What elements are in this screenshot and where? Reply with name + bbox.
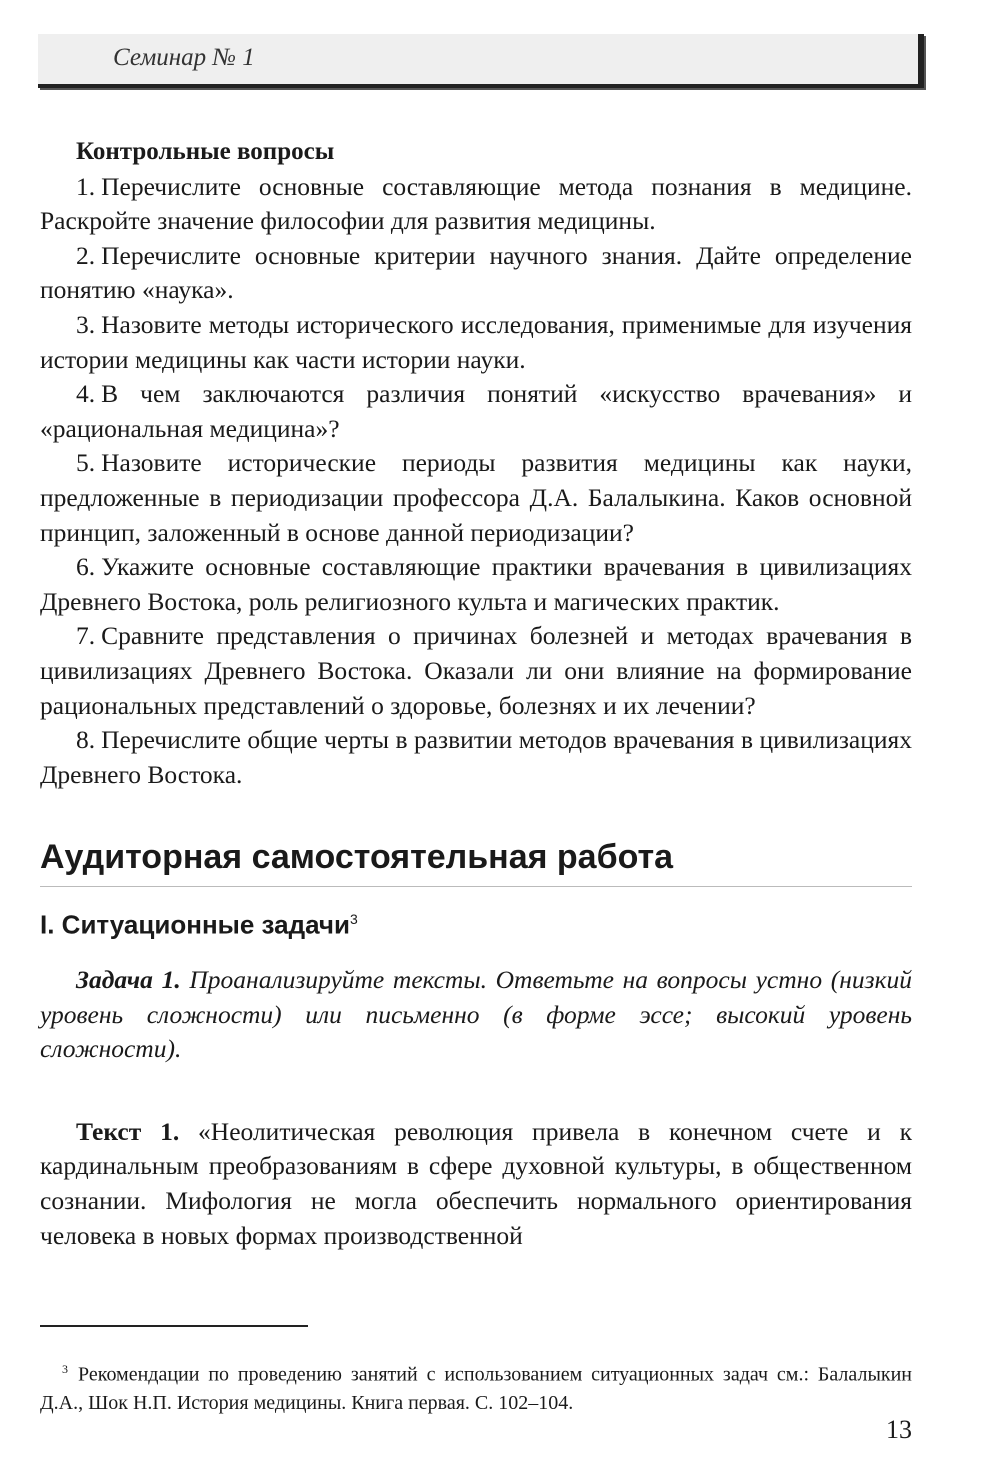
- control-questions-heading: Контрольные вопросы: [76, 138, 335, 165]
- question-text: Назовите исторические периоды развития медицины как науки, предложенные в периодизации профессора Д.А. Балалыкина. Каков основной принцип, заложенный в основе данной периодизации?: [40, 448, 912, 547]
- question-item: [40, 723, 912, 792]
- question-number: 5.: [76, 448, 96, 478]
- text-1-label: Текст 1.: [76, 1116, 180, 1146]
- question-item: [40, 377, 912, 446]
- question-number: 1.: [76, 171, 96, 201]
- section-title: Аудиторная самостоятельная работа: [40, 836, 912, 887]
- question-text: Перечислите основные составляющие метода познания в медицине. Раскройте значение философии для развития медицины.: [40, 171, 912, 236]
- question-text: В чем заключаются различия понятий «искусство врачевания» и «рациональная медицина»?: [40, 379, 912, 443]
- question-number: 7.: [76, 621, 96, 651]
- task-1: [40, 963, 912, 1067]
- question-item: [40, 308, 912, 377]
- question-item: [40, 619, 912, 723]
- question-number: 2.: [76, 240, 96, 270]
- subsection-title: [40, 901, 912, 943]
- page-content: [40, 135, 912, 1253]
- running-header: [38, 34, 924, 88]
- question-text: Перечислите общие черты в развитии методов врачевания в цивилизациях Древнего Востока.: [40, 725, 912, 789]
- question-item: [40, 446, 912, 550]
- task-1-text: Проанализируйте тексты. Ответьте на вопросы устно (низкий уровень сложности) или письменно (в форме эссе; высокий уровень сложности).: [40, 964, 912, 1064]
- question-text: Укажите основные составляющие практики врачевания в цивилизациях Древнего Востока, роль религиозного культа и магических практик.: [40, 552, 912, 616]
- footnote: [40, 1355, 912, 1417]
- question-number: 4.: [76, 379, 96, 409]
- footnote-reference[interactable]: 3: [349, 911, 358, 928]
- footnote-text: Рекомендации по проведению занятий с использованием ситуационных задач см.: Балалыкин Д.А., Шок Н.П. История медицины. Книга первая. С. 102–104.: [40, 1363, 912, 1414]
- question-item: [40, 239, 912, 308]
- question-text: Перечислите основные критерии научного знания. Дайте определение понятию «наука».: [40, 240, 912, 305]
- running-header-title: Семинар № 1: [113, 44, 255, 71]
- task-1-label: Задача 1.: [76, 964, 181, 994]
- control-questions-list: [40, 170, 912, 793]
- page-number: 13: [886, 1415, 912, 1444]
- question-text: Назовите методы исторического исследования, применимые для изучения истории медицины как части истории науки.: [40, 309, 912, 374]
- question-number: 8.: [76, 725, 96, 755]
- question-number: 6.: [76, 552, 96, 582]
- footnote-divider: [40, 1325, 308, 1327]
- question-item: [40, 550, 912, 619]
- text-1-body: «Неолитическая революция привела в конечном счете и к кардинальным преобразованиям в сфере духовной культуры, в общественном сознании. Мифология не могла обеспечить нормального ориентирования человека в новых формах производственной: [40, 1116, 912, 1250]
- question-text: Сравните представления о причинах болезней и методах врачевания в цивилизациях Древнего Востока. Оказали ли они влияние на формирование рациональных представлений о здоровье, болезнях и их лечении?: [40, 621, 912, 720]
- subsection-title-text: I. Ситуационные задачи: [40, 909, 350, 940]
- text-1: [40, 1115, 912, 1253]
- question-item: [40, 170, 912, 239]
- question-number: 3.: [76, 309, 96, 339]
- footnote-mark: 3: [62, 1362, 68, 1376]
